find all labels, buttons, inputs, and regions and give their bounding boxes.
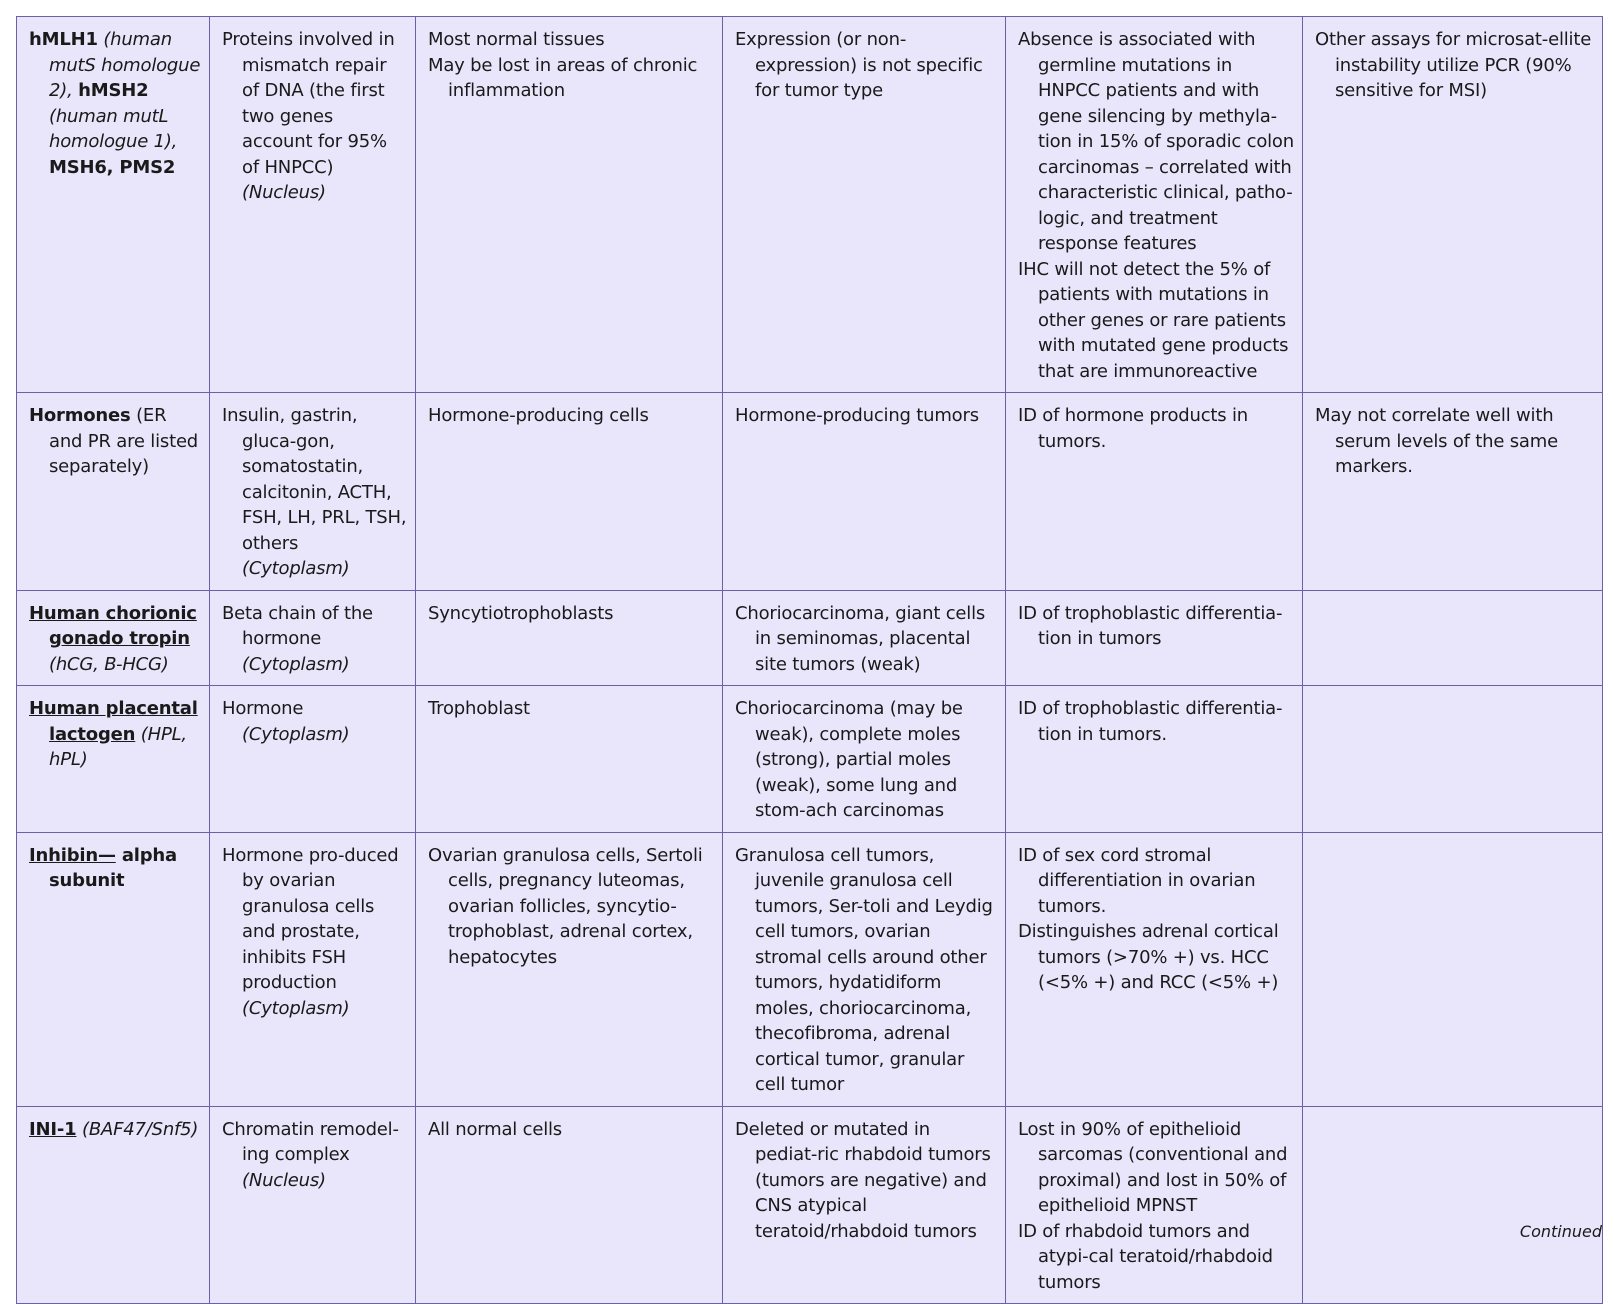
marker-text-run: hMLH1: [29, 29, 98, 50]
description-body: Hormone: [222, 698, 304, 719]
normal-tissue-entry: Syncytiotrophoblasts: [428, 602, 614, 624]
marker-text-run: (BAF47/Snf5): [76, 1118, 199, 1140]
normal-tissue-entry: May be lost in areas of chronic inflammation: [428, 54, 698, 101]
cell-description: [210, 1106, 416, 1304]
cell-normal-tissues: [416, 17, 723, 393]
use-entry: ID of sex cord stromal differentiation in ovarian tumors.: [1018, 844, 1256, 917]
description-text: [222, 696, 407, 747]
marker-text-run: Inhibin—: [29, 844, 116, 866]
description-text: [222, 601, 407, 678]
cell-marker: [17, 590, 210, 686]
cell-comments: [1303, 1106, 1603, 1304]
normal-tissue-entry: Ovarian granulosa cells, Sertoli cells, pregnancy luteomas, ovarian follicles, syncytio-trophoblast, adrenal cortex, hepatocytes: [428, 844, 703, 968]
cell-description: [210, 832, 416, 1106]
marker-text-run: alpha subunit: [49, 844, 177, 891]
cell-tumors: [723, 393, 1006, 591]
normal-tissue-entry: Trophoblast: [428, 698, 530, 719]
table-row: [17, 393, 1603, 591]
marker-name: [29, 403, 201, 480]
cellular-location: (Cytoplasm): [242, 558, 350, 579]
cell-normal-tissues: [416, 1106, 723, 1304]
marker-text-run: (human mutS homologue 2),: [49, 29, 201, 101]
tumor-entry: Hormone-producing tumors: [735, 405, 979, 426]
cellular-location: (Cytoplasm): [242, 723, 350, 745]
cell-description: [210, 393, 416, 591]
comment-entry: May not correlate well with serum levels of the same markers.: [1315, 405, 1558, 477]
cell-normal-tissues: [416, 686, 723, 833]
marker-text-run: Hormones: [29, 405, 131, 426]
description-text: [222, 843, 407, 1022]
marker-name: [29, 1117, 201, 1143]
normal-tissue-entry: Most normal tissues: [428, 29, 605, 50]
cellular-location: (Nucleus): [242, 1169, 326, 1191]
cell-description: [210, 686, 416, 833]
cell-use: [1006, 393, 1303, 591]
cell-use: [1006, 686, 1303, 833]
marker-text-run: (HPL, hPL): [49, 723, 187, 770]
cell-tumors: [723, 590, 1006, 686]
cell-comments: [1303, 686, 1603, 833]
table-row: [17, 17, 1603, 393]
marker-text-run: Human placental lactogen: [29, 698, 198, 745]
cell-comments: [1303, 17, 1603, 393]
cell-tumors: [723, 832, 1006, 1106]
use-entry: IHC will not detect the 5% of patients with mutations in other genes or rare patients with mutated gene products that are immunoreactive: [1018, 258, 1289, 382]
normal-tissue-entry: All normal cells: [428, 1118, 562, 1140]
cell-normal-tissues: [416, 832, 723, 1106]
cell-normal-tissues: [416, 393, 723, 591]
cell-description: [210, 17, 416, 393]
cell-normal-tissues: [416, 590, 723, 686]
marker-table-body: [17, 17, 1603, 1304]
tumor-entry: Granulosa cell tumors, juvenile granulosa cell tumors, Ser-toli and Leydig cell tumors, ovarian stromal cells around other tumors, hydatidiform moles, choriocarcinoma, thecofibroma, adrenal cortical tumor, granular cell tumor: [735, 844, 993, 1095]
tumor-entry: Choriocarcinoma (may be weak), complete moles (strong), partial moles (weak), some lung and stom-ach carcinomas: [735, 698, 963, 821]
tumor-entry: Deleted or mutated in pediat-ric rhabdoid tumors (tumors are negative) and CNS atypical teratoid/rhabdoid tumors: [735, 1118, 991, 1242]
description-text: [222, 1117, 407, 1194]
cellular-location: (Cytoplasm): [242, 997, 350, 1019]
normal-tissue-entry: Hormone-producing cells: [428, 405, 649, 426]
description-body: Insulin, gastrin, gluca-gon, somatostatin, calcitonin, ACTH, FSH, LH, PRL, TSH, others: [222, 405, 407, 554]
cell-comments: [1303, 393, 1603, 591]
marker-name: [29, 696, 201, 773]
marker-name: [29, 843, 201, 894]
marker-text-run: Human chorionic gonado tropin: [29, 602, 197, 649]
cell-tumors: [723, 1106, 1006, 1304]
description-body: Chromatin remodel-ing complex: [222, 1118, 399, 1165]
marker-name: [29, 601, 201, 678]
cell-tumors: [723, 17, 1006, 393]
use-entry: ID of trophoblastic differentia-tion in tumors.: [1018, 698, 1283, 745]
cell-description: [210, 590, 416, 686]
description-body: Hormone pro-duced by ovarian granulosa cells and prostate, inhibits FSH production: [222, 844, 399, 993]
cell-marker: [17, 1106, 210, 1304]
cell-marker: [17, 686, 210, 833]
table-row: [17, 686, 1603, 833]
marker-text-run: (ER and PR are listed separately): [49, 405, 199, 477]
description-text: [222, 27, 407, 206]
table-row: [17, 832, 1603, 1106]
use-entry: ID of trophoblastic differentia-tion in tumors: [1018, 602, 1283, 649]
marker-text-run: INI-1: [29, 1118, 77, 1140]
use-entry: Lost in 90% of epithelioid sarcomas (conventional and proximal) and lost in 50% of epithelioid MPNST: [1018, 1118, 1288, 1216]
tumor-entry: Expression (or non-expression) is not specific for tumor type: [735, 29, 983, 101]
marker-text-run: (human mutL homologue 1),: [49, 105, 178, 152]
description-body: Beta chain of the hormone: [222, 602, 373, 649]
cell-comments: [1303, 832, 1603, 1106]
use-entry: ID of hormone products in tumors.: [1018, 405, 1248, 452]
marker-text-run: hMSH2: [78, 80, 149, 101]
cell-marker: [17, 832, 210, 1106]
marker-name: [29, 27, 201, 180]
cellular-location: (Nucleus): [242, 182, 326, 203]
marker-text-run: (hCG, B-HCG): [49, 653, 169, 675]
cellular-location: (Cytoplasm): [242, 653, 350, 675]
table-row: [17, 1106, 1603, 1304]
cell-comments: [1303, 590, 1603, 686]
description-body: Proteins involved in mismatch repair of DNA (the first two genes account for 95% of HNPCC): [222, 29, 395, 178]
marker-text-run: MSH6, PMS2: [49, 156, 176, 178]
comment-entry: Other assays for microsat-ellite instability utilize PCR (90% sensitive for MSI): [1315, 29, 1592, 101]
marker-table: [16, 16, 1603, 1304]
cell-use: [1006, 590, 1303, 686]
use-entry: Distinguishes adrenal cortical tumors (>70% +) vs. HCC (<5% +) and RCC (<5% +): [1018, 921, 1279, 993]
tumor-entry: Choriocarcinoma, giant cells in seminomas, placental site tumors (weak): [735, 602, 986, 675]
table-row: [17, 590, 1603, 686]
cell-tumors: [723, 686, 1006, 833]
cell-marker: [17, 17, 210, 393]
use-entry: ID of rhabdoid tumors and atypi-cal teratoid/rhabdoid tumors: [1018, 1220, 1273, 1293]
cell-use: [1006, 17, 1303, 393]
continued-label: Continued: [1519, 1222, 1602, 1241]
marker-table-container: [16, 16, 1602, 1304]
cell-use: [1006, 832, 1303, 1106]
description-text: [222, 403, 407, 582]
use-entry: Absence is associated with germline mutations in HNPCC patients and with gene silencing by methyla-tion in 15% of sporadic colon carcinomas – correlated with characteristic clinical, patho-logic, and treatment response features: [1018, 29, 1294, 254]
cell-marker: [17, 393, 210, 591]
cell-use: [1006, 1106, 1303, 1304]
